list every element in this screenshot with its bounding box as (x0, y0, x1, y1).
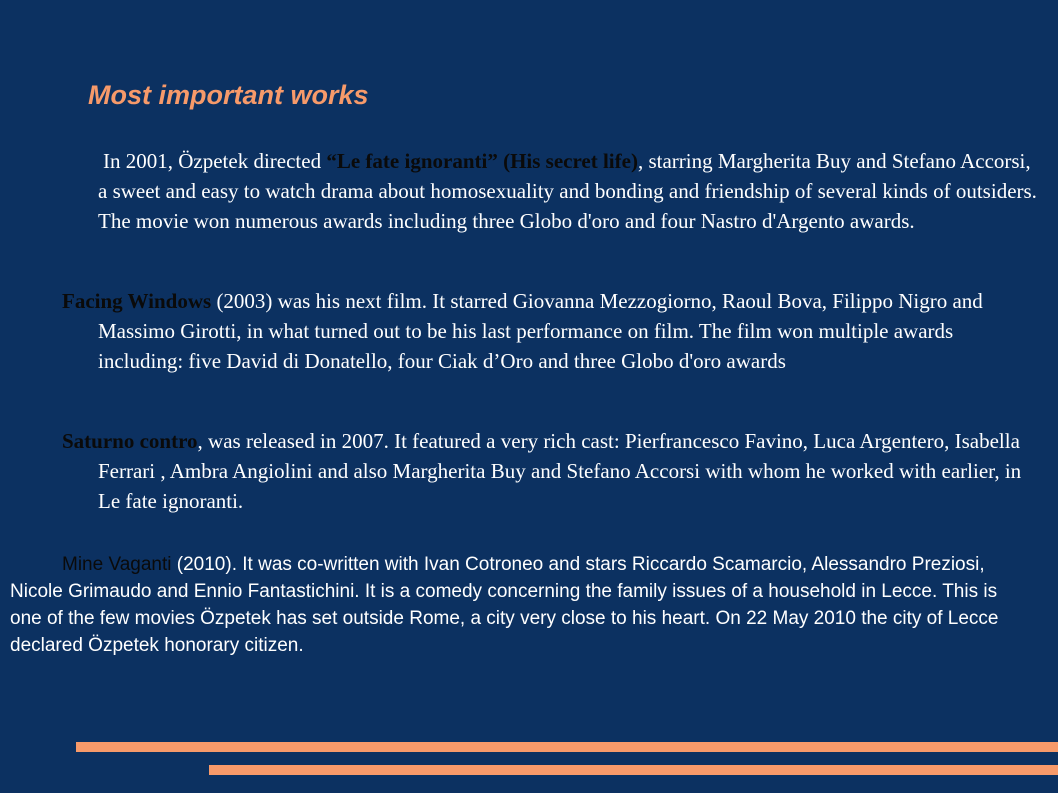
film-title-facing-windows: Facing Windows (62, 289, 212, 313)
film-title-mine-vaganti: Mine Vaganti (62, 554, 172, 575)
paragraph-intro: In 2001, Özpetek directed (103, 149, 327, 173)
film-title-saturno-contro: Saturno contro (62, 429, 198, 453)
paragraph-body: (2003) was his next film. It starred Giovanna Mezzogiorno, Raoul Bova, Filippo Nigro and Massimo Girotti, in what turned out to be his last performance on film. The film won multiple awards including: five David di Donatello, four Ciak d’Oro and three Globo d'oro awards (98, 289, 983, 373)
film-title-le-fate-ignoranti: “Le fate ignoranti” (His secret life) (326, 149, 638, 173)
decorative-bar-top (76, 742, 1058, 752)
decorative-bar-bottom (209, 765, 1058, 775)
paragraph-facing-windows (62, 286, 1038, 376)
paragraph-saturno-contro (62, 426, 1038, 516)
paragraph-body: , was released in 2007. It featured a very rich cast: Pierfrancesco Favino, Luca Argentero, Isabella Ferrari , Ambra Angiolini and also Margherita Buy and Stefano Accorsi with whom he worked with earlier, in Le fate ignoranti. (98, 429, 1022, 513)
paragraph-body: , starring Margherita Buy and Stefano Accorsi, a sweet and easy to watch drama about homosexuality and bonding and friendship of several kinds of outsiders. The movie won numerous awards including three Globo d'oro and four Nastro d'Argento awards. (98, 149, 1037, 233)
paragraph-body: (2010). It was co-written with Ivan Cotroneo and stars Riccardo Scamarcio, Alessandro Preziosi, Nicole Grimaudo and Ennio Fantastichini. It is a comedy concerning the family issues of a household in Lecce. This is one of the few movies Özpetek has set outside Rome, a city very close to his heart. On 22 May 2010 the city of Lecce declared Özpetek honorary citizen. (10, 554, 999, 656)
paragraph-mine-vaganti (10, 551, 1030, 659)
paragraph-le-fate-ignoranti (98, 146, 1038, 236)
slide-title: Most important works (88, 80, 369, 110)
